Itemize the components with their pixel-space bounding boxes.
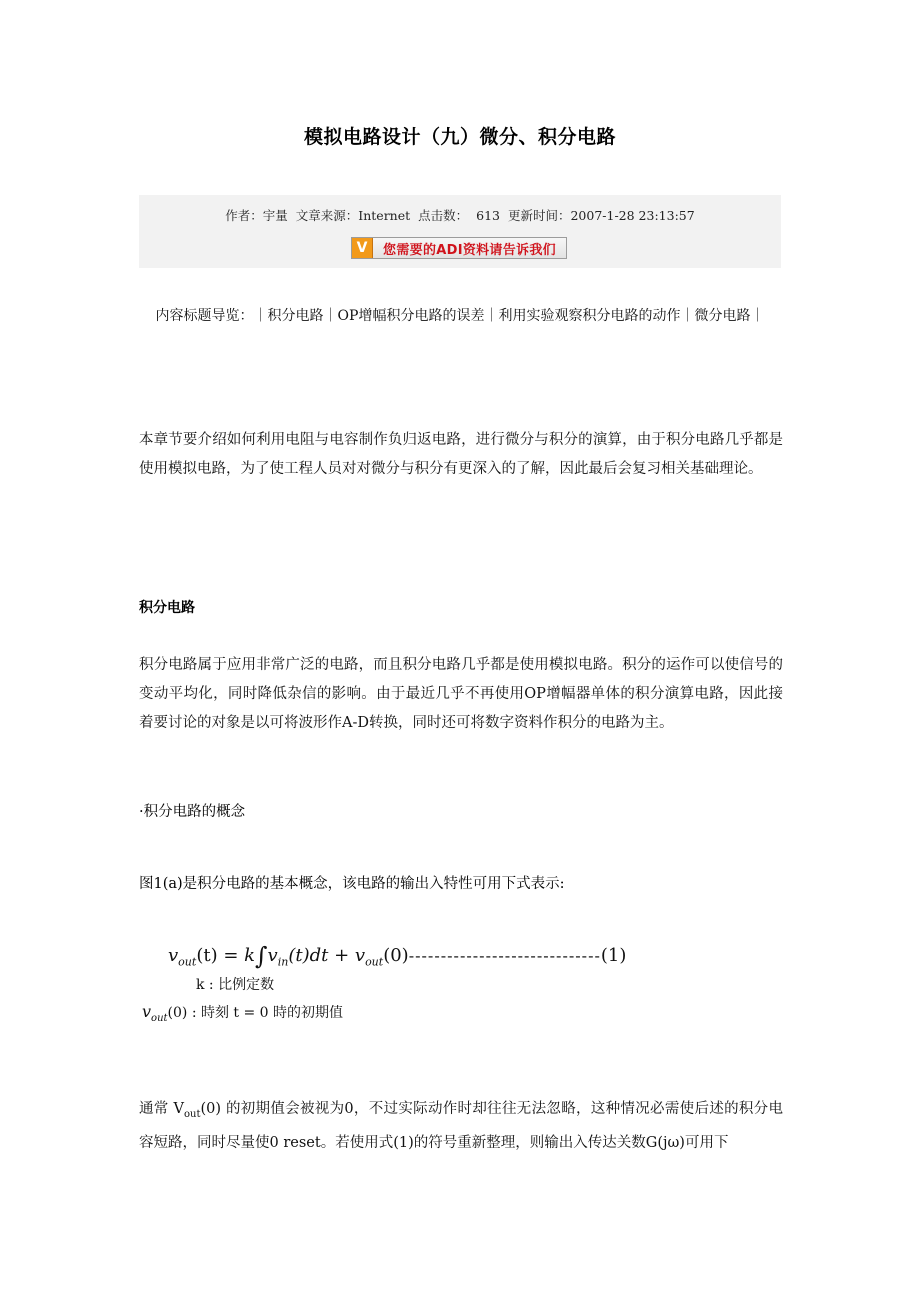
clicks-value: 613 <box>476 208 500 223</box>
nav-separator: ｜ <box>323 308 338 324</box>
nav-item-integral-circuit[interactable]: 积分电路 <box>267 308 324 324</box>
nav-separator: ｜ <box>484 308 499 324</box>
nav-prefix: 内容标题导览： <box>155 308 254 324</box>
section-heading-integral: 积分电路 <box>139 600 195 616</box>
source: 文章来源：Internet <box>295 208 411 223</box>
updated-time: 更新时间：2007-1-28 23:13:57 <box>507 208 695 223</box>
formula-initial-value: $v_{out}(0)$ : 時刻 t = 0 時的初期值 <box>142 1002 344 1024</box>
author: 作者：宇量 <box>225 208 288 223</box>
formula-image <box>140 942 680 1024</box>
nav-item-differential-circuit[interactable]: 微分电路 <box>694 308 751 324</box>
formula-k-description: k : 比例定数 <box>196 977 275 993</box>
integral-sign-icon: ∫ <box>255 942 268 970</box>
nav-item-op-error[interactable]: OP增幅积分电路的误差 <box>337 308 485 324</box>
adi-request-banner[interactable] <box>351 237 567 259</box>
adi-request-text: 您需要的ADI资料请告诉我们 <box>383 242 556 258</box>
closing-paragraph: 通常 $V_{out}(0)$ 的初期值会被视为0，不过实际动作时却往往无法忽略，这种情况必需使后述的积分电容短路，同时尽量使0 reset。若使用式(1)的符号重新整理，则输出入传达关数G(jω)可用下 <box>139 1101 783 1151</box>
article-meta <box>139 206 781 224</box>
nav-separator: ｜ <box>253 308 268 324</box>
article-meta-box <box>139 195 781 268</box>
concept-bullet: ·积分电路的概念 <box>139 804 246 820</box>
formula-equation: $v_{out}(t) = k\int v_{in}(t)dt + v_{out}(0)------------------------------(1)$ <box>168 942 627 970</box>
nav-separator: ｜ <box>680 308 695 324</box>
clicks-label: 点击数： <box>418 208 469 223</box>
intro-paragraph: 本章节要介绍如何利用电阻与电容制作负归返电路，进行微分与积分的演算，由于积分电路几乎都是使用模拟电路，为了使工程人员对对微分与积分有更深入的了解，因此最后会复习相关基础理论。 <box>139 432 783 477</box>
content-navigation <box>139 297 781 335</box>
page-title: 模拟电路设计（九）微分、积分电路 <box>303 126 616 148</box>
integral-paragraph: 积分电路属于应用非常广泛的电路，而且积分电路几乎都是使用模拟电路。积分的运作可以使信号的变动平均化，同时降低杂信的影响。由于最近几乎不再使用OP增幅器单体的积分演算电路，因此接着要讨论的对象是以可将波形作A-D转换，同时还可将数字资料作积分的电路为主。 <box>139 657 783 731</box>
v-badge-icon: V <box>352 238 373 258</box>
nav-separator: ｜ <box>750 308 765 324</box>
figure-reference-text: 图1(a)是积分电路的基本概念，该电路的输出入特性可用下式表示: <box>139 876 565 892</box>
nav-item-experiment[interactable]: 利用实验观察积分电路的动作 <box>498 308 681 324</box>
